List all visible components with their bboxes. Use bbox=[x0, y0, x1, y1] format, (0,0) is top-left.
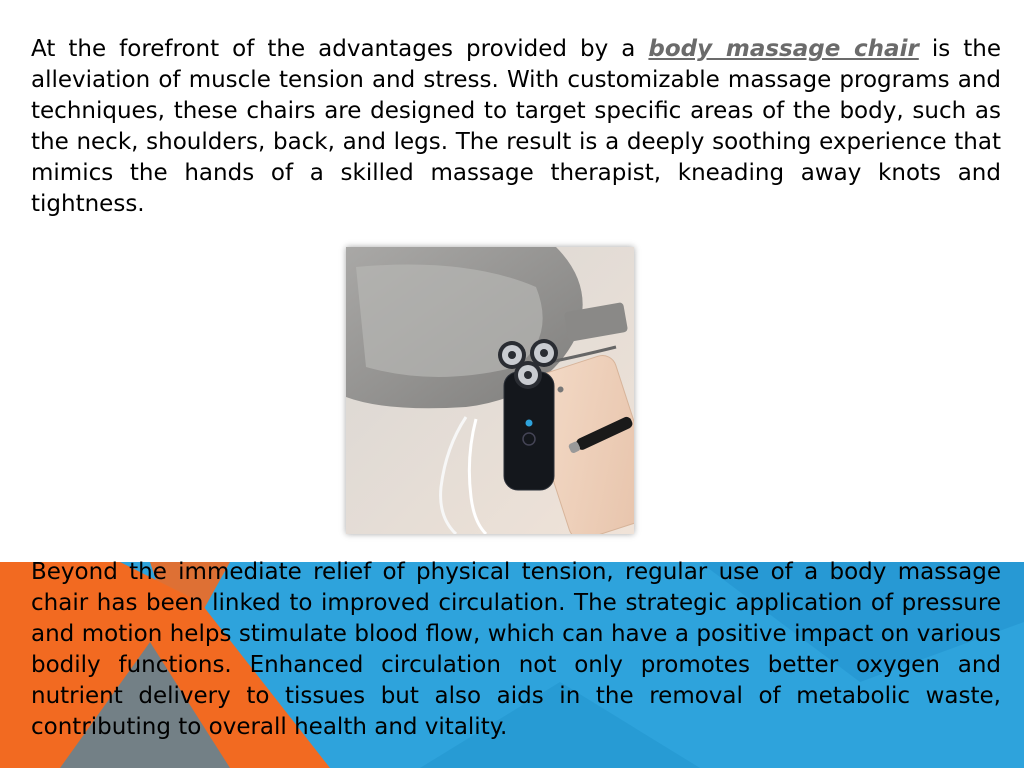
body-massage-chair-link[interactable]: body massage chair bbox=[648, 36, 919, 62]
intro-paragraph bbox=[31, 34, 1001, 220]
intro-text-before: At the forefront of the advantages provided by a bbox=[31, 36, 649, 62]
benefits-paragraph: Beyond the immediate relief of physical tension, regular use of a body massage chair has been linked to improved circulation. The strategic application of pressure and motion helps stimulate blood flow, which can have a positive impact on various bodily functions. Enhanced circulation not only promotes better oxygen and nutrient delivery to tissues but also aids in the removal of metabolic waste, contributing to overall health and vitality. bbox=[31, 559, 1001, 740]
product-photo bbox=[346, 247, 634, 534]
electric-shaver-photo-icon bbox=[346, 247, 634, 534]
intro-text-after: is the alleviation of muscle tension and stress. With customizable massage programs and techniques, these chairs are designed to target specific areas of the body, such as the neck, shoulders, back, and legs. The result is a deeply soothing experience that mimics the hands of a skilled massage therapist, kneading away knots and tightness. bbox=[31, 36, 1001, 217]
